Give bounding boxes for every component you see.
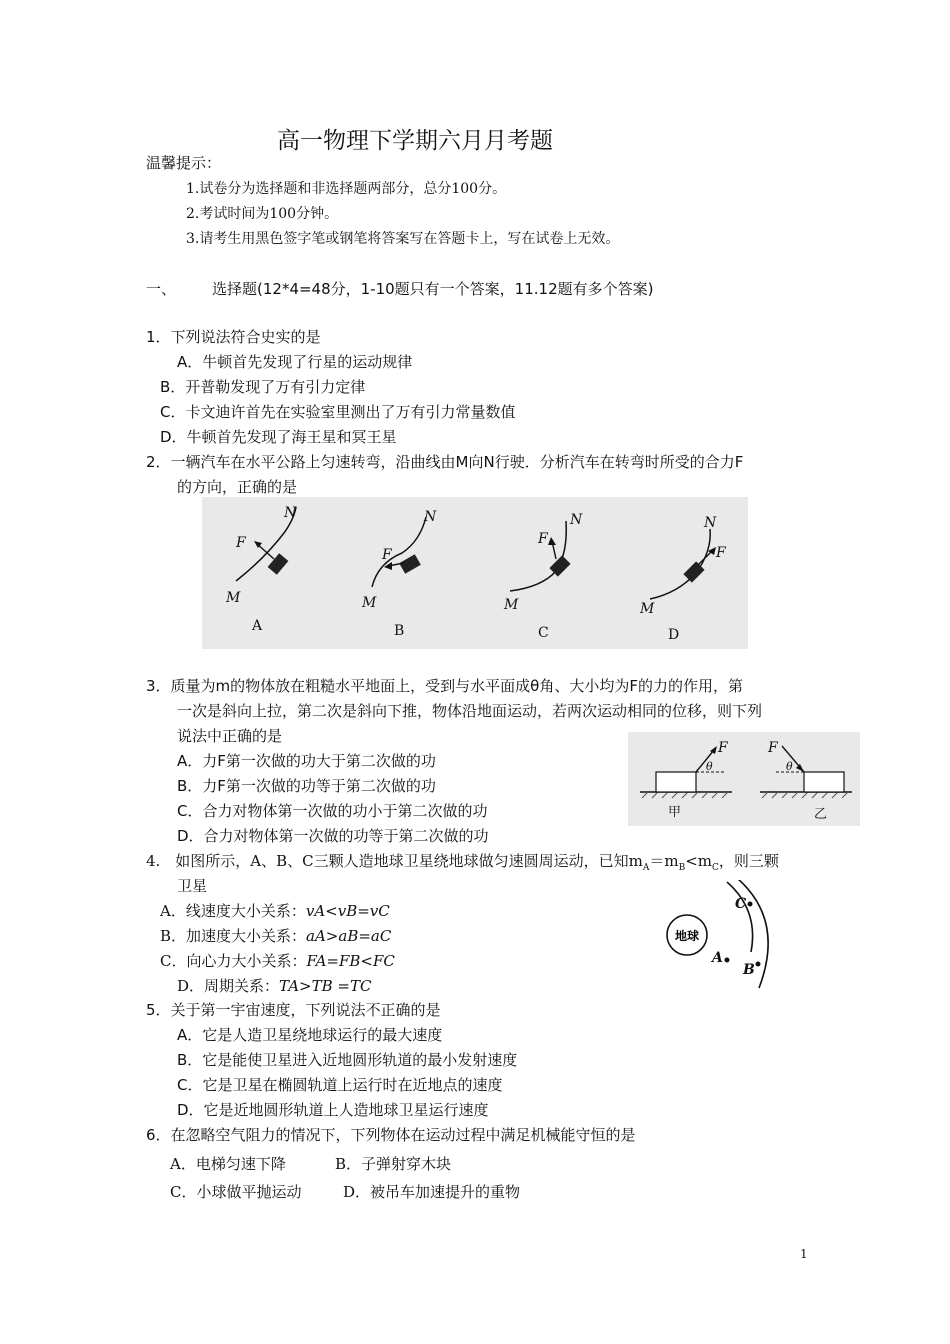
q2-d-f-label: F: [716, 545, 726, 561]
q4-option-a-prefix: A．线速度大小关系：: [160, 902, 306, 920]
q2-panel-b-label: B: [394, 623, 405, 639]
q4-stem-line1: [146, 850, 779, 873]
satellite-a-dot: [725, 958, 730, 963]
q3-stem-line1: 3．质量为m的物体放在粗糙水平地面上，受到与水平面成θ角、大小均为F的力的作用，第: [146, 677, 743, 695]
section-number: 一、: [146, 280, 177, 298]
q3-option-c: C．合力对物体第一次做的功小于第二次做的功: [177, 802, 488, 820]
q2-panel-c-label: C: [538, 625, 549, 641]
inner-orbit: [727, 882, 753, 952]
q2-stem-line1: 2．一辆汽车在水平公路上匀速转弯，沿曲线由M向N行驶．分析汽车在转弯时所受的合力F: [146, 453, 744, 471]
q2-d-n-label: N: [704, 515, 717, 531]
q4-stem-text: 4. 如图所示，A、B、C三颗人造地球卫星绕地球做匀速圆周运动，已知m: [146, 852, 643, 870]
q2-a-n-label: N: [284, 505, 297, 521]
q4-stem-line2: 卫星: [177, 877, 208, 895]
q6-option-c: C．小球做平抛运动: [170, 1183, 302, 1201]
q5-option-a: A．它是人造卫星绕地球运行的最大速度: [177, 1026, 443, 1044]
q3-option-b: B．力F第一次做的功等于第二次做的功: [177, 777, 436, 795]
section-heading: 选择题(12*4=48分，1-10题只有一个答案，11.12题有多个答案): [212, 280, 654, 298]
q5-option-b: B．它是能使卫星进入近地圆形轨道的最小发射速度: [177, 1051, 518, 1069]
q2-figure: [202, 497, 748, 649]
q3-figure: [628, 732, 860, 826]
q2-panel-d-label: D: [668, 627, 680, 643]
page-title: 高一物理下学期六月月考题: [277, 128, 553, 154]
q2-b-n-label: N: [424, 509, 437, 525]
q2-stem-line2: 的方向，正确的是: [177, 478, 298, 496]
q4-option-c-prefix: C．向心力大小关系：: [160, 952, 307, 970]
q3-left-theta-label: θ: [706, 760, 713, 773]
satellite-b-label: B: [743, 962, 755, 978]
q4-option-d: [177, 975, 371, 996]
notice-item-3: 3.请考生用黑色签字笔或钢笔将答案写在答题卡上，写在试卷上无效。: [186, 231, 620, 247]
satellite-b-dot: [756, 962, 761, 967]
q3-right-theta-label: θ: [786, 760, 793, 773]
q4-figure: [655, 880, 780, 990]
q2-c-n-label: N: [570, 512, 583, 528]
q1-option-b: B．开普勒发现了万有引力定律: [160, 378, 366, 396]
q2-a-m-label: M: [226, 590, 241, 606]
q4-stem-sub-c: C: [712, 863, 719, 873]
q4-stem-lt: <m: [685, 852, 713, 870]
q4-option-b: [160, 925, 391, 946]
notice-item-2: 2.考试时间为100分钟。: [186, 206, 339, 222]
satellite-c-dot: [748, 902, 753, 907]
q3-right-caption: 乙: [814, 807, 828, 822]
satellite-c-label: C: [735, 896, 747, 912]
q3-option-a: A．力F第一次做的功大于第二次做的功: [177, 752, 436, 770]
q1-option-a: A．牛顿首先发现了行星的运动规律: [177, 353, 413, 371]
q5-stem: 5．关于第一宇宙速度，下列说法不正确的是: [146, 1001, 441, 1019]
q2-c-m-label: M: [504, 597, 519, 613]
q4-option-c: [160, 950, 395, 971]
q4-stem-eq: ＝m: [649, 852, 679, 870]
q1-option-d: D．牛顿首先发现了海王星和冥王星: [160, 428, 397, 446]
q1-option-c: C．卡文迪许首先在实验室里测出了万有引力常量数值: [160, 403, 516, 421]
q2-b-m-label: M: [362, 595, 377, 611]
satellite-a-label: A: [712, 950, 723, 966]
notice-heading: 温馨提示：: [146, 154, 222, 172]
q4-option-c-expr: FA=FB<FC: [306, 952, 395, 970]
earth-label: 地球: [674, 929, 700, 943]
page-number: 1: [800, 1247, 808, 1261]
q2-panel-a-label: A: [252, 618, 263, 634]
q5-option-d: D．它是近地圆形轨道上人造地球卫星运行速度: [177, 1101, 489, 1119]
notice-item-1: 1.试卷分为选择题和非选择题两部分，总分100分。: [186, 181, 507, 197]
q4-option-b-prefix: B．加速度大小关系：: [160, 927, 307, 945]
q2-c-f-label: F: [538, 531, 548, 547]
q3-stem-line3: 说法中正确的是: [177, 727, 283, 745]
q2-b-f-label: F: [382, 547, 392, 563]
q6-stem: 6．在忽略空气阻力的情况下，下列物体在运动过程中满足机械能守恒的是: [146, 1126, 636, 1144]
q3-left-caption: 甲: [668, 805, 682, 820]
q5-option-c: C．它是卫星在椭圆轨道上运行时在近地点的速度: [177, 1076, 503, 1094]
q4-stem-sub-a: A: [642, 863, 650, 873]
q6-option-a: A．电梯匀速下降: [170, 1155, 286, 1173]
q4-option-a-expr: vA<vB=vC: [305, 902, 390, 920]
q1-stem: 1．下列说法符合史实的是: [146, 328, 321, 346]
q4-option-d-prefix: D．周期关系：: [177, 977, 280, 995]
q4-stem-tail: ，则三颗: [718, 852, 779, 870]
q4-option-a: [160, 900, 390, 921]
q6-option-d: D．被吊车加速提升的重物: [343, 1183, 521, 1201]
q2-a-f-label: F: [236, 535, 246, 551]
q3-left-f-label: F: [718, 740, 728, 756]
q4-stem-sub-b: B: [678, 863, 686, 873]
q4-option-d-expr: TA>TB =TC: [279, 977, 372, 995]
q6-option-b: B．子弹射穿木块: [335, 1155, 452, 1173]
q3-stem-line2: 一次是斜向上拉，第二次是斜向下推，物体沿地面运动，若两次运动相同的位移，则下列: [177, 702, 763, 720]
q3-right-f-label: F: [768, 740, 778, 756]
q2-d-m-label: M: [640, 601, 655, 617]
q3-option-d: D．合力对物体第一次做的功等于第二次做的功: [177, 827, 489, 845]
q4-option-b-expr: aA>aB=aC: [306, 927, 392, 945]
